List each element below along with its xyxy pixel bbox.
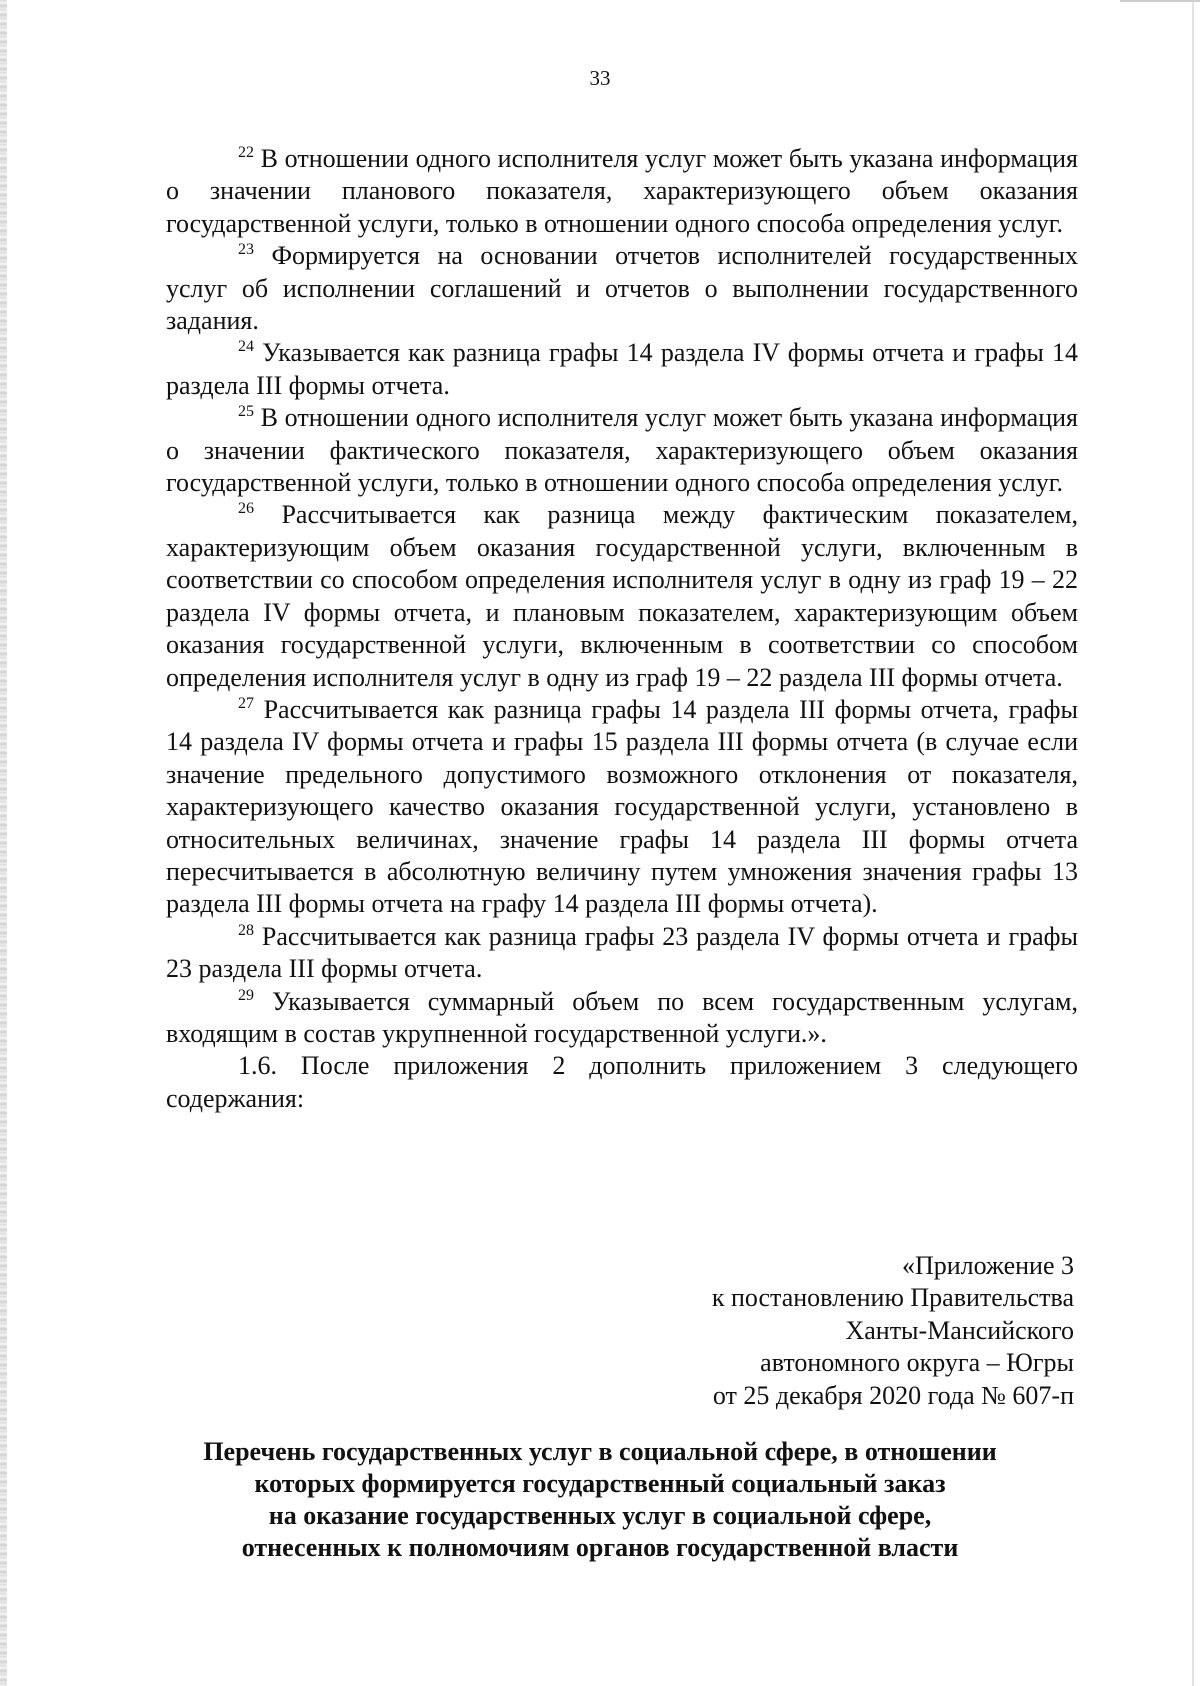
approval-line: к постановлению Правительства [711,1283,1074,1313]
scan-edge-right [1192,0,1194,1686]
appendix-approval-block [712,1250,1074,1412]
footnote-22 [166,143,1078,240]
scan-corner-mark [1120,0,1200,2]
footnotes-block [166,143,1078,1115]
approval-line: Ханты-Мансийского [845,1315,1074,1345]
title-line: на оказание государственных услуг в социальной сфере, [268,1501,932,1530]
footnote-24 [166,337,1078,402]
footnote-27 [166,694,1078,921]
footnote-number: 25 [238,403,254,421]
title-line: отнесенных к полномочиям органов государственной власти [241,1533,959,1562]
appendix-label: «Приложение 3 [901,1251,1074,1280]
footnote-text: В отношении одного исполнителя услуг может быть указана информация о значении фактического показателя, характеризующего объем оказания государственной услуги, только в отношении одного способа определения услуг. [166,403,1078,498]
approval-date-number: от 25 декабря 2020 года № 607-п [712,1380,1074,1410]
footnote-text: Указывается суммарный объем по всем государственным услугам, входящим в состав укрупненной государственной услуги.». [166,986,1079,1048]
clause-1-6: 1.6. После приложения 2 дополнить приложением 3 следующего содержания: [166,1051,1078,1113]
scan-edge-left [0,0,7,1686]
title-line: которых формируется государственный социальный заказ [254,1469,946,1498]
footnote-text: Рассчитывается как разница графы 14 раздела III формы отчета, графы 14 раздела IV формы отчета и графы 15 раздела III формы отчета (в случае если значение предельного допустимого возможного отклонения от показателя, характеризующего качество оказания государственной услуги, установлено в относительных величинах, значение графы 14 раздела III формы отчета пересчитывается в абсолютную величину путем умножения значения графы 13 раздела III формы отчета на графу 14 раздела III формы отчета). [166,694,1078,919]
footnote-text: Формируется на основании отчетов исполнителей государственных услуг об исполнении соглашений и отчетов о выполнении государственного задания. [166,241,1079,336]
footnote-number: 28 [238,921,254,939]
footnote-number: 26 [238,500,254,518]
footnote-26 [166,499,1078,693]
document-title [120,1436,1080,1564]
footnote-text: Рассчитывается как разница между фактическим показателем, характеризующим объем оказания государственной услуги, включенным в соответствии со способом определения исполнителя услуг в одну из граф 19 – 22 раздела IV формы отчета, и плановым показателем, характеризующим объем оказания государственной услуги, включенным в соответствии со способом определения исполнителя услуг в одну из граф 19 – 22 раздела III формы отчета. [166,500,1079,692]
footnote-number: 23 [238,241,254,259]
footnote-28 [166,921,1078,986]
footnote-number: 22 [238,144,254,161]
footnote-text: Рассчитывается как разница графы 23 раздела IV формы отчета и графы 23 раздела III формы отчета. [166,921,1078,984]
footnote-number: 24 [238,338,254,356]
approval-line: автономного округа – Югры [760,1348,1074,1378]
title-line: Перечень государственных услуг в социальной сфере, в отношении [203,1437,997,1466]
footnote-number: 27 [238,694,254,712]
footnote-25 [166,402,1078,499]
footnote-number: 29 [238,986,254,1004]
footnote-text: Указывается как разница графы 14 раздела IV формы отчета и графы 14 раздела III формы отчета. [166,338,1079,400]
footnote-text: В отношении одного исполнителя услуг может быть указана информация о значении планового показателя, характеризующего объем оказания государственной услуги, только в отношении одного способа определения услуг. [166,144,1078,238]
footnote-29 [166,986,1078,1051]
footnote-23 [166,240,1078,337]
page-number: 33 [589,66,611,90]
